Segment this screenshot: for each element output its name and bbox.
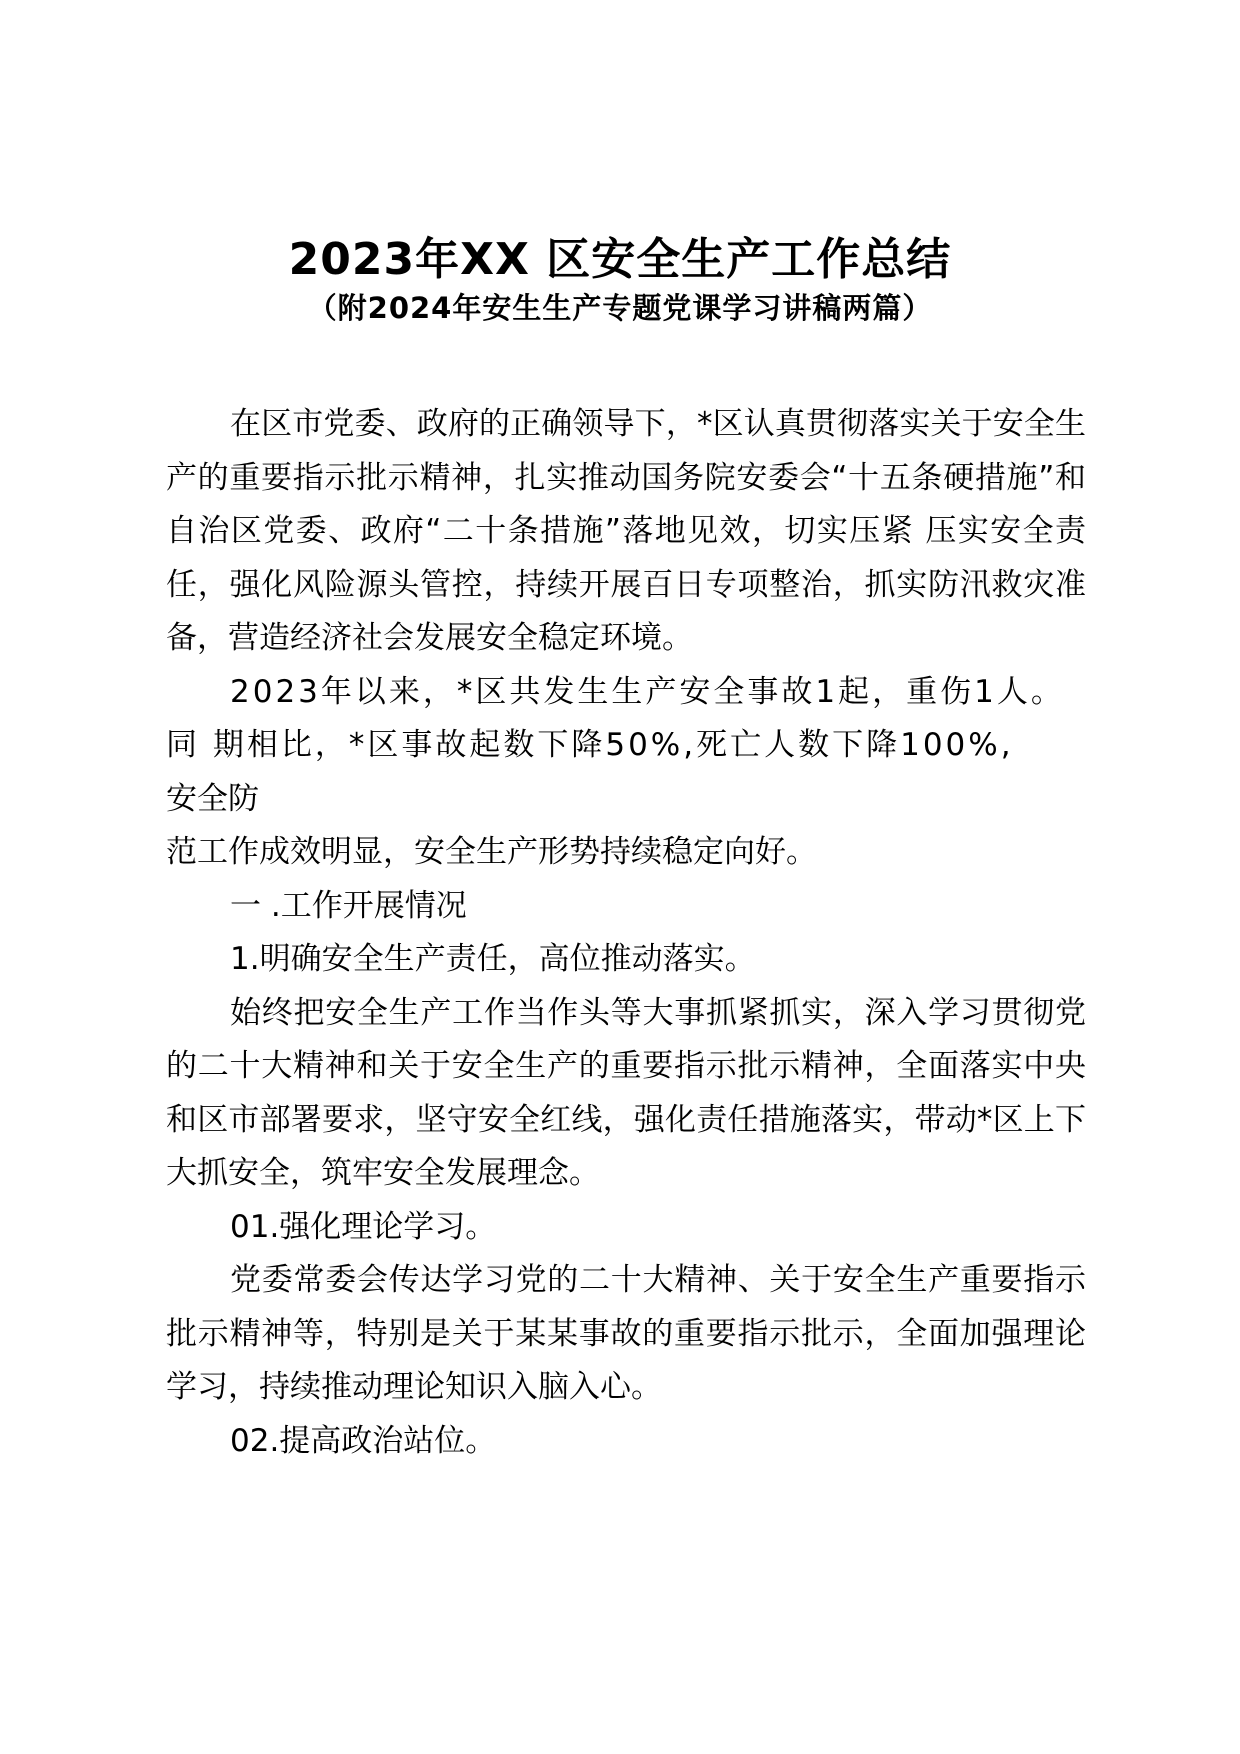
paragraph-intro: 在区市党委、政府的正确领导下，*区认真贯彻落实关于安全生产的重要指示批示精神，扎实推动国务院安委会“十五条硬措施”和自治区党委、政府“二十条措施”落地见效，切实压紧 压实安全责任，强化风险源头管控，持续开展百日专项整治，抓实防汛救灾准备，营造经济社会发展安全稳定环境。 — [166, 406, 1086, 656]
paragraph-stats-line-4: 范工作成效明显，安全生产形势持续稳定向好。 — [166, 834, 817, 870]
subheading-theory-study: 01.强化理论学习。 — [230, 1208, 497, 1245]
document-body — [166, 398, 1086, 1468]
document-subtitle: （附2024年安生生产专题党课学习讲稿两篇） — [307, 291, 933, 325]
subheading-political-stance: 02.提高政治站位。 — [230, 1422, 497, 1459]
paragraph-stats-line-2: 同 期相比，*区事故起数下降50%,死亡人数下降100%, — [166, 727, 1014, 763]
paragraph-theory-study: 党委常委会传达学习党的二十大精神、关于安全生产重要指示批示精神等，特别是关于某某事故的重要指示批示，全面加强理论学习，持续推动理论知识入脑入心。 — [166, 1262, 1086, 1405]
document-title: 2023年XX 区安全生产工作总结 — [288, 234, 952, 285]
section-heading-work: 一 .工作开展情况 — [230, 887, 467, 924]
subheading-responsibility: 1.明确安全生产责任，高位推动落实。 — [230, 941, 756, 977]
paragraph-stats-line-3: 安全防 — [166, 780, 259, 817]
paragraph-stats-line-1: 2023年以来，*区共发生生产安全事故1起，重伤1人。 — [230, 673, 1065, 710]
paragraph-responsibility: 始终把安全生产工作当作头等大事抓紧抓实，深入学习贯彻党的二十大精神和关于安全生产的重要指示批示精神，全面落实中央和区市部署要求，坚守安全红线，强化责任措施落实，带动*区上下大抓安全，筑牢安全发展理念。 — [166, 994, 1086, 1191]
